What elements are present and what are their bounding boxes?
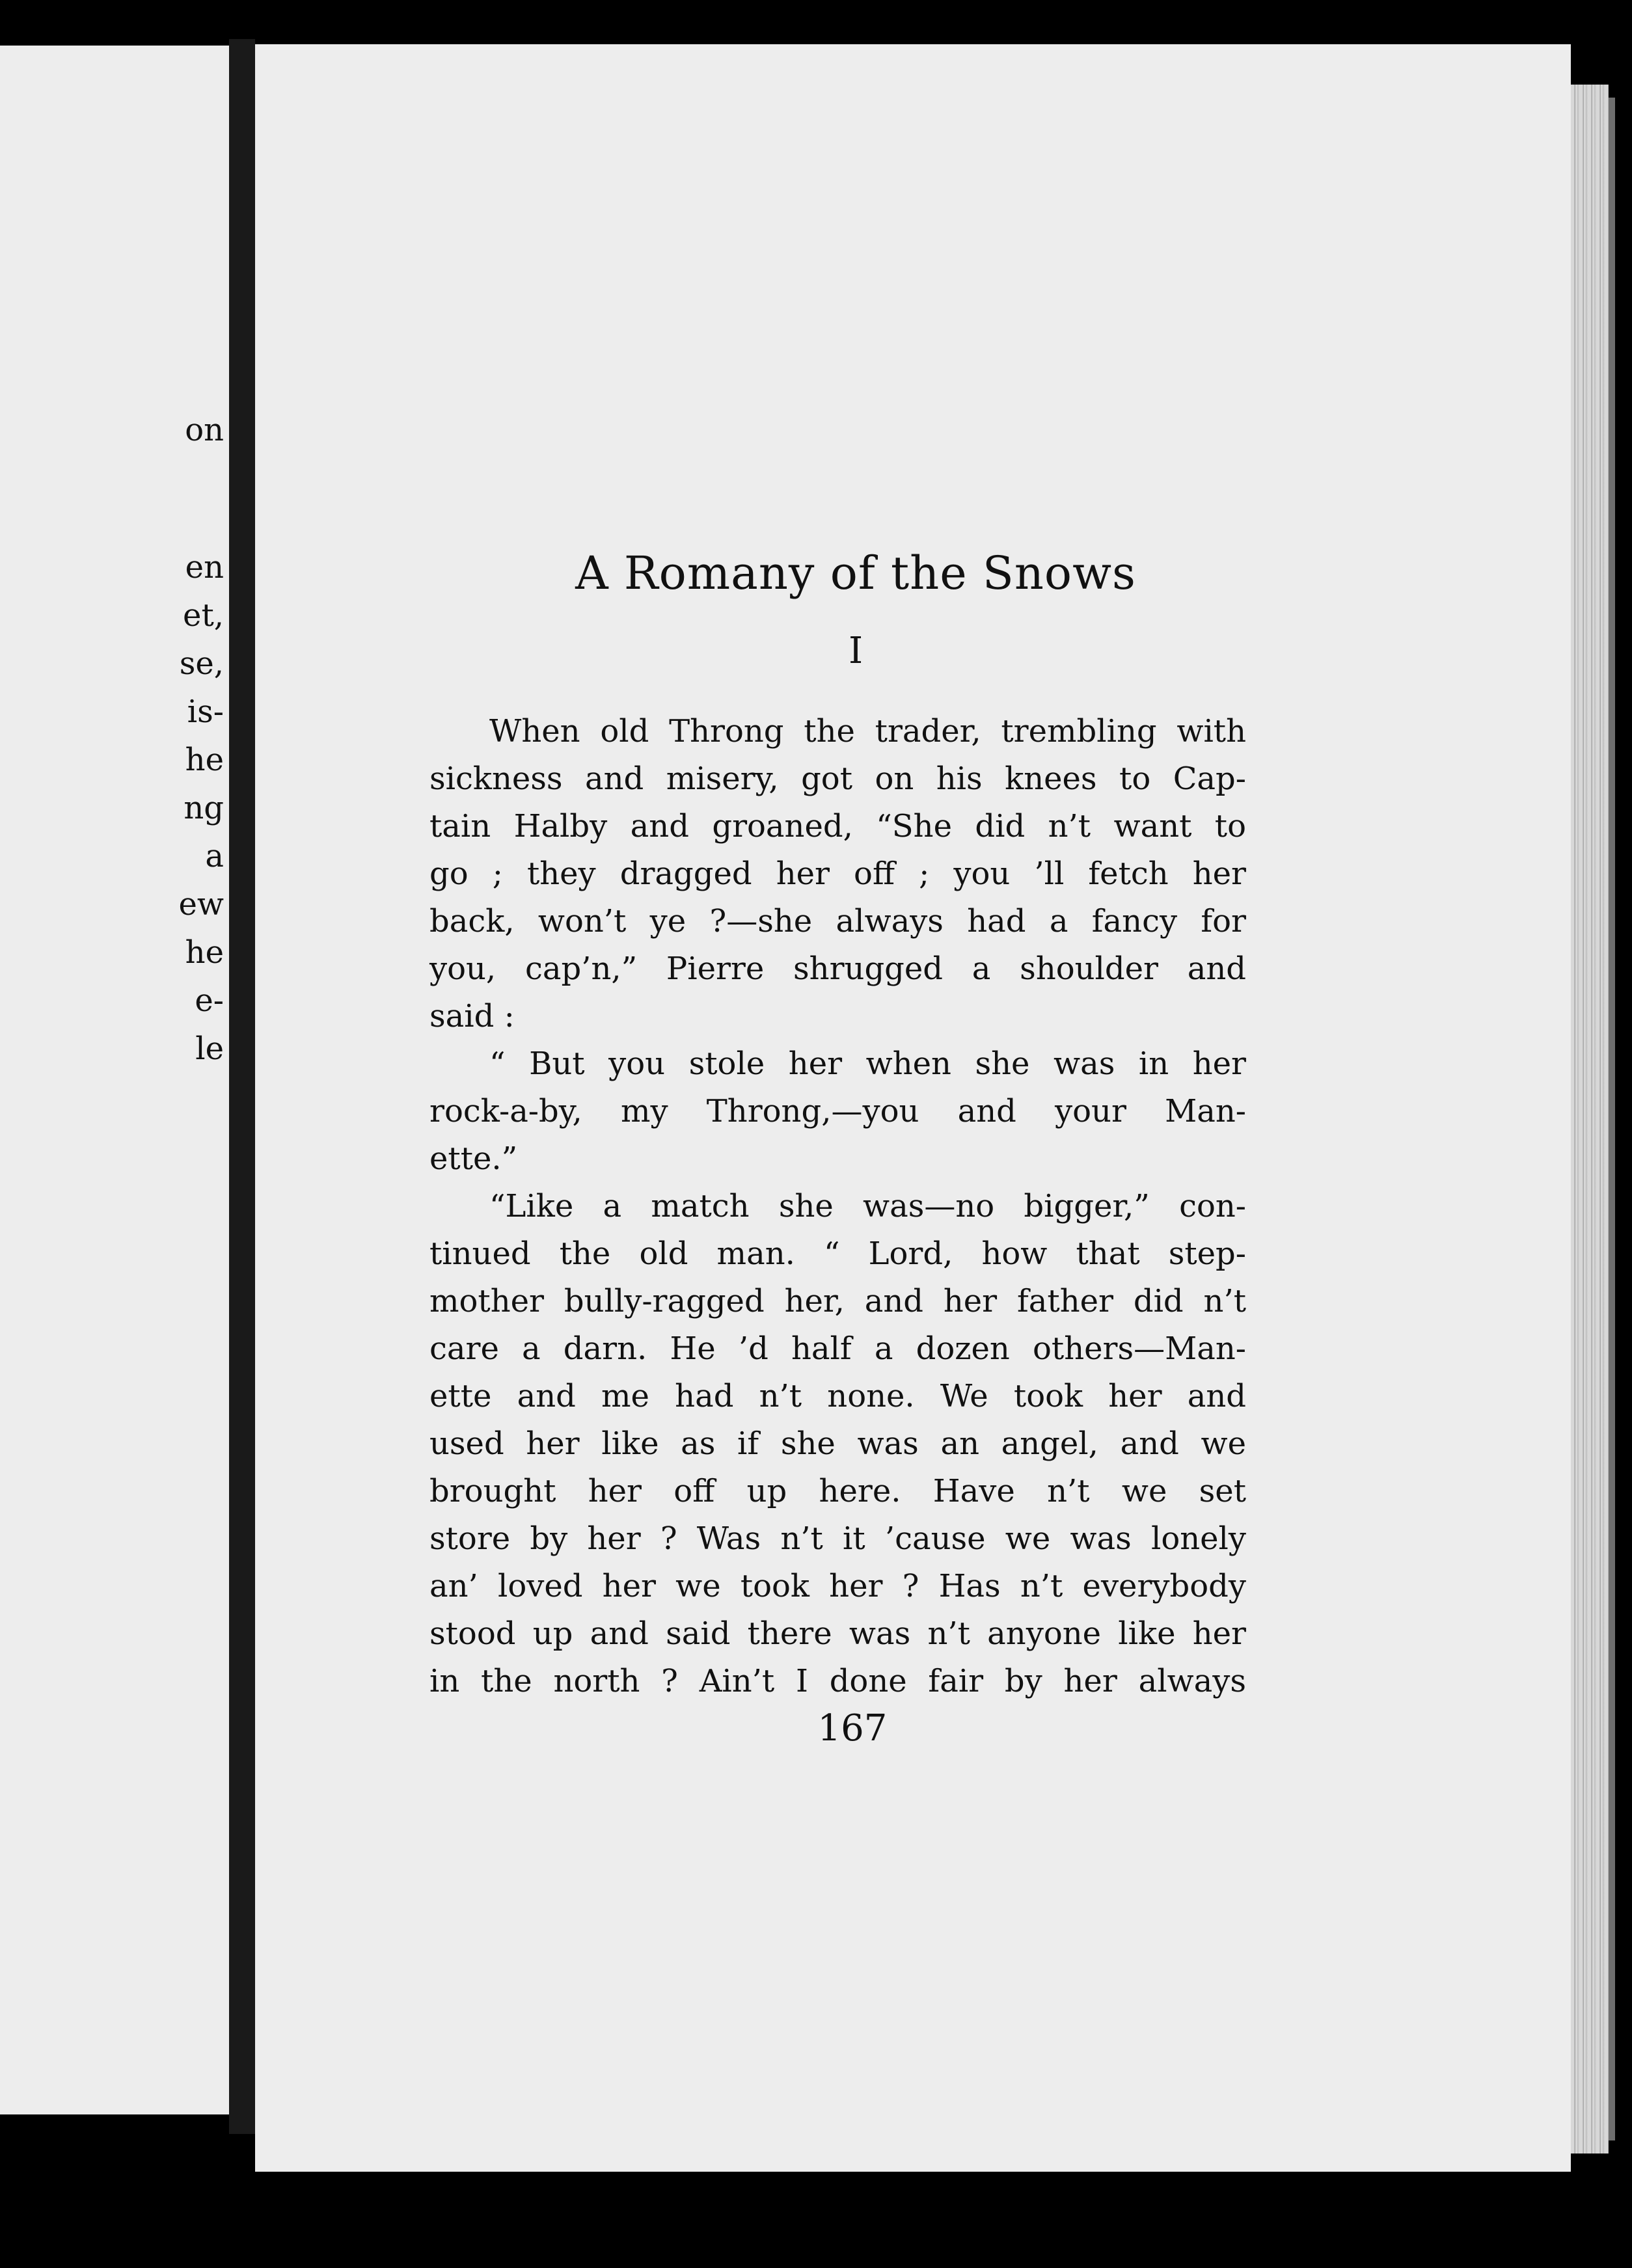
- facing-page-fragment: le: [195, 1031, 224, 1067]
- text-line: rock-a-by, my Throng,—you and your Man-: [429, 1093, 1246, 1129]
- section-number: I: [848, 630, 864, 672]
- text-line: in the north ? Ain’t I done fair by her always: [429, 1663, 1246, 1699]
- text-line: an’ loved her we took her ? Has n’t everybody: [429, 1568, 1246, 1604]
- text-line: care a darn. He ’d half a dozen others—Man-: [429, 1330, 1246, 1367]
- facing-page-fragment: se,: [179, 645, 224, 682]
- text-line: back, won’t ye ?—she always had a fancy for: [429, 903, 1246, 939]
- page-edges: [1571, 85, 1609, 2153]
- facing-page-fragment: ew: [178, 886, 224, 923]
- page-edges-shadow: [1609, 98, 1615, 2140]
- page-number: 167: [817, 1707, 888, 1749]
- text-line: mother bully-ragged her, and her father did n’t: [429, 1283, 1246, 1319]
- facing-page-fragment: a: [205, 838, 224, 874]
- text-line: go ; they dragged her off ; you ’ll fetch her: [429, 856, 1246, 892]
- text-line: store by her ? Was n’t it ’cause we was lonely: [429, 1520, 1246, 1557]
- text-line: ette and me had n’t none. We took her and: [429, 1378, 1246, 1414]
- text-line: said :: [429, 998, 515, 1034]
- text-line: tinued the old man. “ Lord, how that step-: [429, 1235, 1246, 1272]
- text-line: you, cap’n,” Pierre shrugged a shoulder and: [429, 951, 1246, 987]
- facing-page-fragment: et,: [183, 597, 224, 634]
- text-line: ette.”: [429, 1141, 518, 1177]
- book-gutter: [229, 39, 255, 2134]
- facing-page-fragment: is-: [187, 694, 224, 730]
- text-line: tain Halby and groaned, “She did n’t want to: [429, 808, 1246, 844]
- facing-page: [0, 46, 229, 2114]
- text-line: “Like a match she was—no bigger,” con-: [489, 1188, 1246, 1224]
- text-line: When old Throng the trader, trembling with: [489, 713, 1246, 749]
- facing-page-fragment: en: [185, 549, 224, 586]
- facing-page-fragment: e-: [195, 982, 224, 1019]
- facing-page-fragment: on: [185, 412, 224, 448]
- text-line: “ But you stole her when she was in her: [489, 1046, 1246, 1082]
- text-line: used her like as if she was an angel, and we: [429, 1425, 1246, 1462]
- chapter-title: A Romany of the Snows: [575, 547, 1136, 600]
- facing-page-fragment: he: [185, 934, 224, 971]
- facing-page-fragment: he: [185, 742, 224, 778]
- text-line: brought her off up here. Have n’t we set: [429, 1473, 1246, 1509]
- facing-page-fragment: ng: [184, 790, 224, 826]
- text-line: stood up and said there was n’t anyone like her: [429, 1615, 1246, 1652]
- text-line: sickness and misery, got on his knees to Cap-: [429, 761, 1246, 797]
